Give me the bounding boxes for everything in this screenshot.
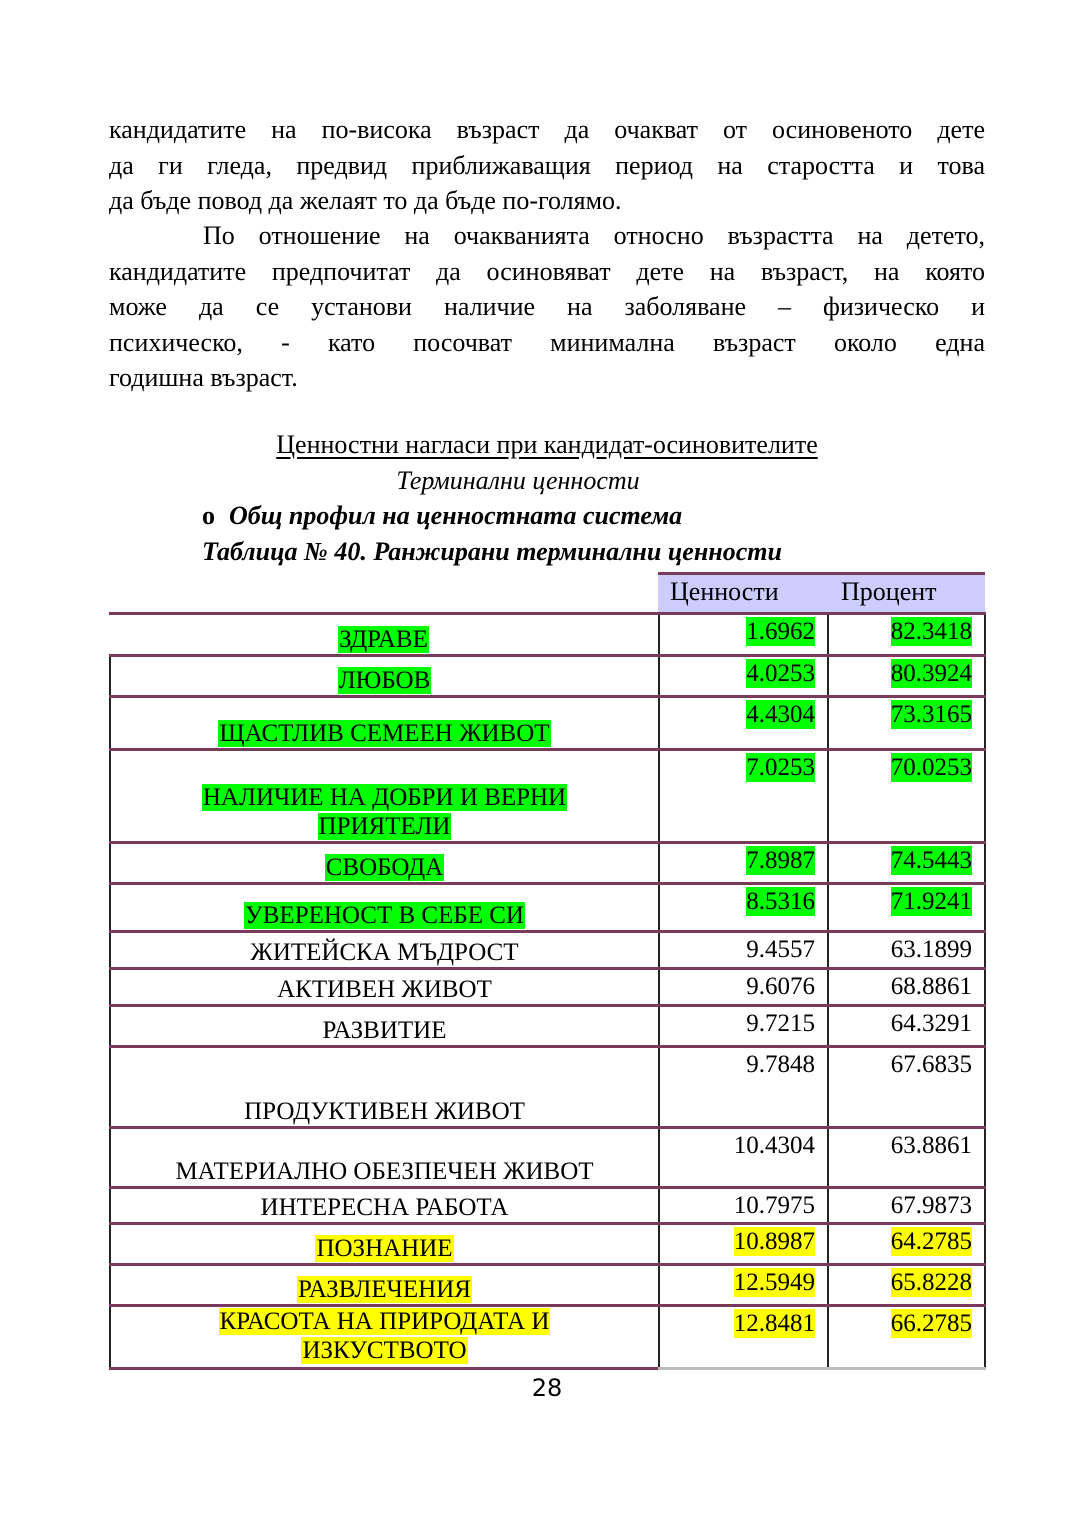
- table-caption: Таблица № 40. Ранжирани терминални ценности: [202, 537, 782, 566]
- percent-value: 64.3291: [890, 1010, 972, 1037]
- header-percent: Процент: [841, 577, 937, 606]
- percent-cell: [827, 1048, 986, 1126]
- percent-value: 80.3924: [890, 660, 972, 687]
- text-line: кандидатите на по-висока възраст да очакват от осиновеното дете: [109, 115, 985, 144]
- rank-value-cell: [658, 970, 827, 1004]
- value-label-cell: [109, 698, 658, 748]
- table-row: [109, 1004, 986, 1045]
- rank-value: 10.4304: [733, 1132, 815, 1159]
- percent-cell: [827, 933, 986, 967]
- value-label: ЗДРАВЕ: [339, 626, 428, 653]
- section-heading: Ценностни нагласи при кандидат-осиновителите: [276, 430, 818, 459]
- percent-value: 64.2785: [890, 1228, 972, 1255]
- rank-value-cell: [658, 1225, 827, 1263]
- table-row: [109, 612, 986, 654]
- value-label-cell: [109, 615, 658, 654]
- rank-value: 1.6962: [746, 618, 815, 645]
- value-label: ИЗКУСТВОТО: [302, 1337, 467, 1364]
- value-label: ПРИЯТЕЛИ: [318, 813, 451, 840]
- text-line: годишна възраст.: [109, 363, 298, 392]
- value-label: РАЗВИТИЕ: [322, 1017, 447, 1044]
- percent-cell: [827, 844, 986, 882]
- value-label: МАТЕРИАЛНО ОБЕЗПЕЧЕН ЖИВОТ: [175, 1158, 594, 1185]
- percent-value: 71.9241: [890, 888, 972, 915]
- bullet-text: Общ профил на ценностната система: [229, 501, 683, 530]
- rank-value: 7.8987: [746, 847, 815, 874]
- page-number: 28: [531, 1374, 563, 1402]
- value-label-cell: [109, 885, 658, 930]
- percent-cell: [827, 1129, 986, 1186]
- value-label-cell: [109, 1007, 658, 1045]
- value-label-cell: [109, 970, 658, 1004]
- table-row: [109, 654, 986, 695]
- rank-value: 4.0253: [746, 660, 815, 687]
- rank-value-cell: [658, 698, 827, 748]
- percent-value: 63.1899: [890, 936, 972, 963]
- rank-value: 4.4304: [746, 701, 815, 728]
- value-label-cell: [109, 1189, 658, 1222]
- text-line: да бъде повод да желаят то да бъде по-голямо.: [109, 186, 622, 215]
- text-line: кандидатите предпочитат да осиновяват дете на възраст, на която: [109, 256, 985, 286]
- rank-value: 9.4557: [746, 936, 815, 963]
- bullet-marker: o: [202, 501, 215, 530]
- value-label-cell: [109, 1048, 658, 1126]
- bullet-heading: [202, 501, 682, 531]
- rank-value-cell: [658, 844, 827, 882]
- value-label: ЛЮБОВ: [338, 667, 431, 694]
- rank-value: 9.7848: [746, 1051, 815, 1078]
- percent-value: 70.0253: [890, 754, 972, 781]
- percent-value: 74.5443: [890, 847, 972, 874]
- percent-cell: [827, 1225, 986, 1263]
- value-label: ЩАСТЛИВ СЕМЕЕН ЖИВОТ: [219, 720, 550, 747]
- rank-value-cell: [658, 1129, 827, 1186]
- rank-value: 7.0253: [746, 754, 815, 781]
- value-label: АКТИВЕН ЖИВОТ: [277, 976, 492, 1003]
- rank-value-cell: [658, 1007, 827, 1045]
- percent-value: 67.6835: [890, 1051, 972, 1078]
- rank-value-cell: [658, 615, 827, 654]
- percent-cell: [827, 885, 986, 930]
- percent-value: 67.9873: [890, 1192, 972, 1219]
- text-line: По отношение на очакванията относно възрастта на детето,: [203, 221, 985, 250]
- value-label: НАЛИЧИЕ НА ДОБРИ И ВЕРНИ: [202, 784, 567, 811]
- value-label-cell: [109, 751, 658, 841]
- rank-value: 10.8987: [733, 1228, 815, 1255]
- rank-value: 8.5316: [746, 888, 815, 915]
- rank-value-cell: [658, 1266, 827, 1304]
- percent-cell: [827, 1007, 986, 1045]
- value-label-cell: [109, 1266, 658, 1304]
- table-header: [658, 572, 985, 614]
- value-label: ИНТЕРЕСНА РАБОТА: [260, 1194, 509, 1221]
- percent-value: 66.2785: [890, 1310, 972, 1337]
- table-row: [109, 748, 986, 841]
- percent-value: 63.8861: [890, 1132, 972, 1159]
- paragraph-1: [109, 112, 985, 219]
- rank-value: 10.7975: [733, 1192, 815, 1219]
- percent-cell: [827, 698, 986, 748]
- value-label-cell: [109, 1225, 658, 1263]
- text-line: психическо, - като посочват минимална възраст около една: [109, 327, 985, 357]
- rank-value-cell: [658, 657, 827, 695]
- value-label: СВОБОДА: [325, 854, 444, 881]
- table-row: [109, 882, 986, 930]
- value-label-cell: [109, 657, 658, 695]
- percent-cell: [827, 615, 986, 654]
- table-row: [109, 930, 986, 967]
- percent-cell: [827, 1189, 986, 1222]
- rank-value-cell: [658, 1189, 827, 1222]
- rank-value-cell: [658, 1048, 827, 1126]
- table-row: [109, 695, 986, 748]
- table-row: [109, 1304, 986, 1367]
- table-row: [109, 1045, 986, 1126]
- table-row: [109, 1126, 986, 1186]
- header-values: Ценности: [670, 577, 779, 606]
- table-row: [109, 1186, 986, 1222]
- value-label-cell: [109, 1307, 658, 1367]
- table-row: [109, 1222, 986, 1263]
- value-label: РАЗВЛЕЧЕНИЯ: [298, 1276, 471, 1303]
- rank-value: 12.5949: [733, 1269, 815, 1296]
- value-label: УВЕРЕНОСТ В СЕБЕ СИ: [245, 902, 524, 929]
- percent-cell: [827, 1307, 986, 1367]
- percent-value: 68.8861: [890, 973, 972, 1000]
- table-bottom-border: [658, 1367, 986, 1370]
- percent-value: 82.3418: [890, 618, 972, 645]
- paragraph-2: [109, 218, 985, 396]
- value-label-cell: [109, 1129, 658, 1186]
- value-label: ПОЗНАНИЕ: [316, 1235, 453, 1262]
- percent-cell: [827, 751, 986, 841]
- text-line: да ги гледа, предвид приближаващия период на старостта и това: [109, 150, 985, 180]
- rank-value-cell: [658, 885, 827, 930]
- value-label: ПРОДУКТИВЕН ЖИВОТ: [244, 1098, 525, 1125]
- rank-value-cell: [658, 933, 827, 967]
- rank-value-cell: [658, 751, 827, 841]
- percent-cell: [827, 970, 986, 1004]
- rank-value: 12.8481: [733, 1310, 815, 1337]
- table-bottom-border: [109, 1367, 658, 1370]
- percent-cell: [827, 1266, 986, 1304]
- table-row: [109, 841, 986, 882]
- table-row: [109, 1263, 986, 1304]
- rank-value: 9.6076: [746, 973, 815, 1000]
- value-label: ЖИТЕЙСКА МЪДРОСТ: [250, 939, 519, 966]
- percent-value: 73.3165: [890, 701, 972, 728]
- percent-value: 65.8228: [890, 1269, 972, 1296]
- subheading: Терминални ценности: [396, 466, 640, 495]
- percent-cell: [827, 657, 986, 695]
- rank-value: 9.7215: [746, 1010, 815, 1037]
- value-label-cell: [109, 933, 658, 967]
- text-line: може да се установи наличие на заболяване – физическо и: [109, 292, 985, 321]
- value-label-cell: [109, 844, 658, 882]
- rank-value-cell: [658, 1307, 827, 1367]
- value-label: КРАСОТА НА ПРИРОДАТА И: [219, 1308, 550, 1335]
- table-row: [109, 967, 986, 1004]
